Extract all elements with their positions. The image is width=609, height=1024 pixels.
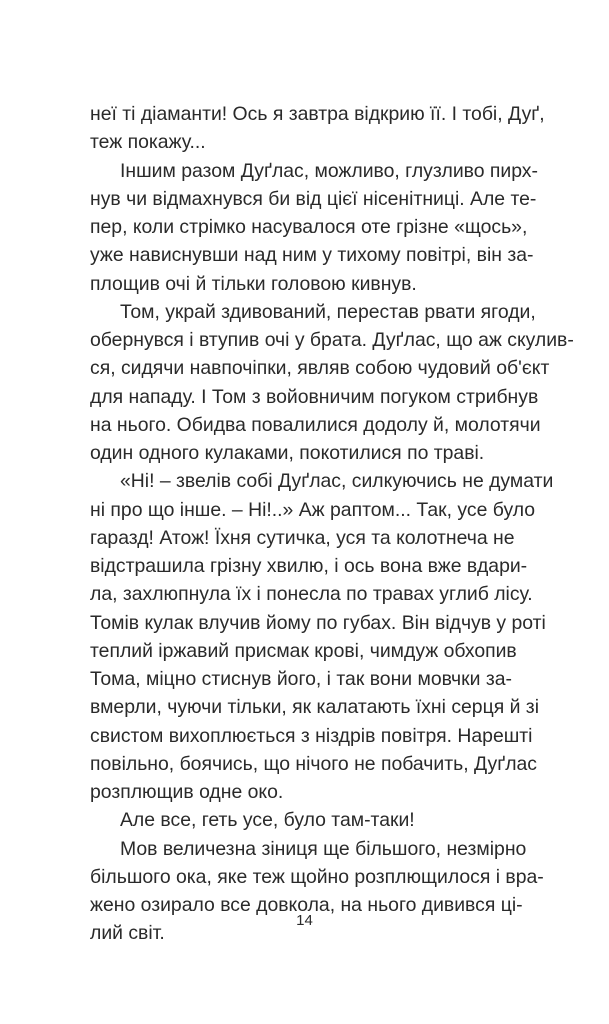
text-line: ла, захлюпнула їх і понесла по травах углиб лісу. (90, 583, 533, 606)
paragraph (90, 100, 545, 157)
text-line: розплющив одне око. (90, 781, 284, 803)
text-line: Мов величезна зіниця ще більшого, незмірно (120, 837, 527, 860)
text-line: на нього. Обидва повалилися додолу й, молотячи (90, 413, 541, 436)
paragraph (90, 835, 544, 948)
paragraph (90, 467, 554, 806)
text-line: Томів кулак влучив йому по губах. Він відчув у роті (90, 611, 546, 634)
text-line: вмерли, чуючи тільки, як калатають їхні серця й зі (90, 696, 540, 719)
text-line: один одного кулаками, покотилися по траві. (90, 442, 485, 464)
text-line: для нападу. І Том з войовничим погуком стрибнув (90, 385, 539, 408)
page-number: 14 (296, 912, 313, 929)
text-line: ні про що інше. – Ні!..» Аж раптом... Так, усе було (90, 498, 536, 521)
text-line: неї ті діаманти! Ось я завтра відкрию її. І тобі, Дуґ, (90, 103, 545, 125)
paragraph (90, 298, 574, 468)
text-line: жено озирало все довкола, на нього дивився ці- (90, 894, 523, 916)
paragraph (90, 806, 512, 834)
text-line: Том, украй здивований, перестав рвати ягоди, (120, 300, 536, 323)
text-line: «Ні! – звелів собі Дуґлас, силкуючись не думати (120, 470, 554, 493)
text-line: ся, сидячи навпочіпки, являв собою чудовий об'єкт (90, 357, 550, 380)
paragraph (90, 157, 538, 298)
text-line: теж покажу... (90, 131, 206, 154)
text-line: гаразд! Атож! Їхня сутичка, уся та колотнеча не (90, 526, 515, 549)
text-line: відстрашила грізну хвилю, і ось вона вже вдари- (90, 555, 528, 577)
text-line: обернувся і втупив очі у брата. Дуґлас, що аж скулив- (90, 329, 574, 351)
text-line: лий світ. (90, 922, 165, 945)
text-line: свистом вихоплюється з ніздрів повітря. Нарешті (90, 724, 533, 747)
text-line: площив очі й тільки головою кивнув. (90, 272, 417, 295)
text-line: нув чи відмахнувся би від цієї нісенітниці. Але те- (90, 187, 537, 210)
text-line: Тома, міцно стиснув його, і так вони мовчки за- (90, 668, 512, 690)
text-line: уже нависнувши над ним у тихому повітрі, він за- (90, 244, 534, 267)
text-line: теплий іржавий присмак крові, чимдуж обхопив (90, 639, 517, 662)
text-line: Іншим разом Дуґлас, можливо, глузливо пирх- (120, 159, 538, 182)
text-line: більшого ока, яке теж щойно розплющилося і вра- (90, 865, 544, 888)
text-line: Але все, геть усе, було там-таки! (120, 809, 415, 832)
body-text (90, 100, 574, 948)
text-line: пер, коли стрімко насувалося оте грізне «щось», (90, 216, 528, 238)
text-line: повільно, боячись, що нічого не побачить, Дуґлас (90, 752, 537, 775)
